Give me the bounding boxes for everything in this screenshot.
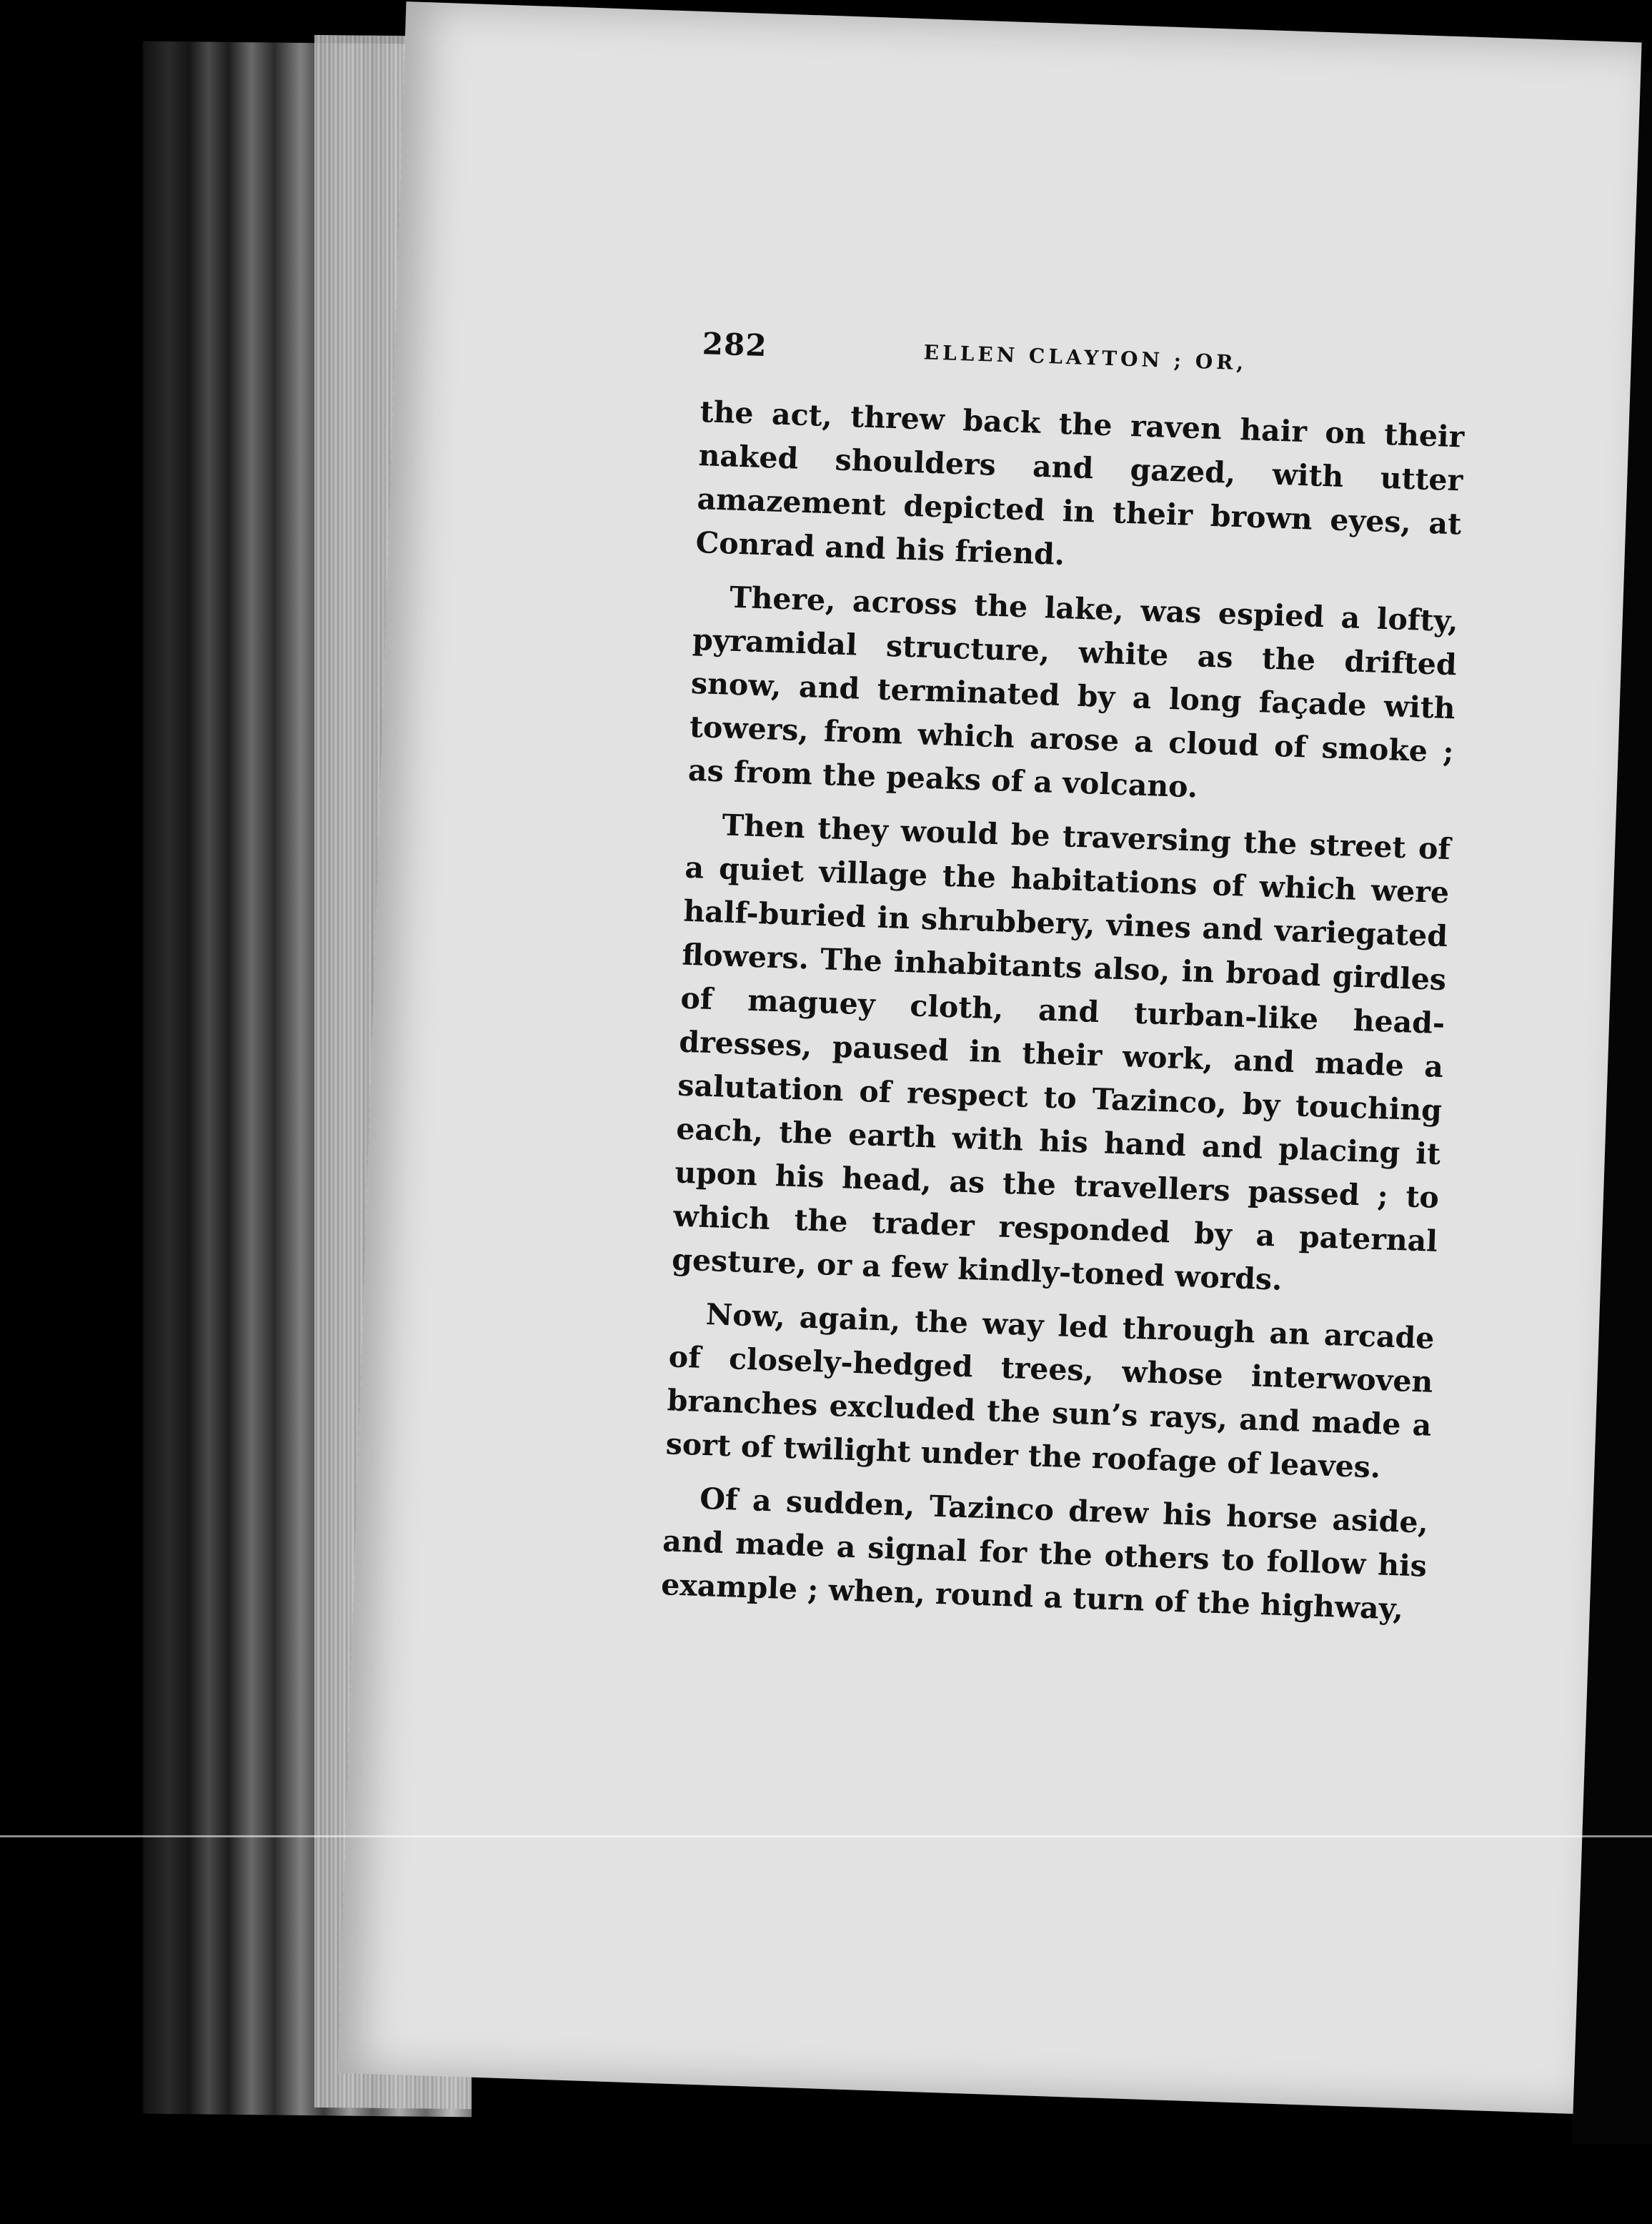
body-text — [660, 390, 1465, 1632]
running-head-title: ELLEN CLAYTON ; OR, — [923, 340, 1248, 375]
paragraph: Now, again, the way led through an arcade of closely-hedged trees, whose interwoven branches excluded the sun’s rays, and made a sort of twilight under the roofage of leaves. — [665, 1297, 1435, 1485]
page-content — [660, 326, 1467, 1642]
paragraph: the act, threw back the raven hair on their naked shoulders and gazed, with utter amazement depicted in their brown eyes, at Conrad and his friend. — [695, 394, 1465, 572]
paragraph: Of a sudden, Tazinco drew his horse aside, and made a signal for the others to follow his example ; when, round a turn of the highway, — [660, 1481, 1429, 1627]
book-page — [337, 1, 1641, 2114]
page-number: 282 — [702, 326, 768, 364]
paragraph: There, across the lake, was espied a lofty, pyramidal structure, white as the drifted snow, and terminated by a long façade with towers, from which arose a cloud of smoke ; as from the peaks of a volcano. — [687, 580, 1459, 805]
scan-artifact-line — [0, 1835, 1652, 1837]
paragraph: Then they would be traversing the street of a quiet village the habitations of which were half-buried in shrubbery, vines and variegated flowers. The inhabitants also, in broad girdles of maguey cloth, and turban-like head-dresses, paused in their work, and made a salutation of respect to Tazinco, by touching each, the earth with his hand and placing it upon his head, as the travellers passed ; to which the trader responded by a paternal gesture, or a few kindly-toned words. — [671, 808, 1451, 1297]
